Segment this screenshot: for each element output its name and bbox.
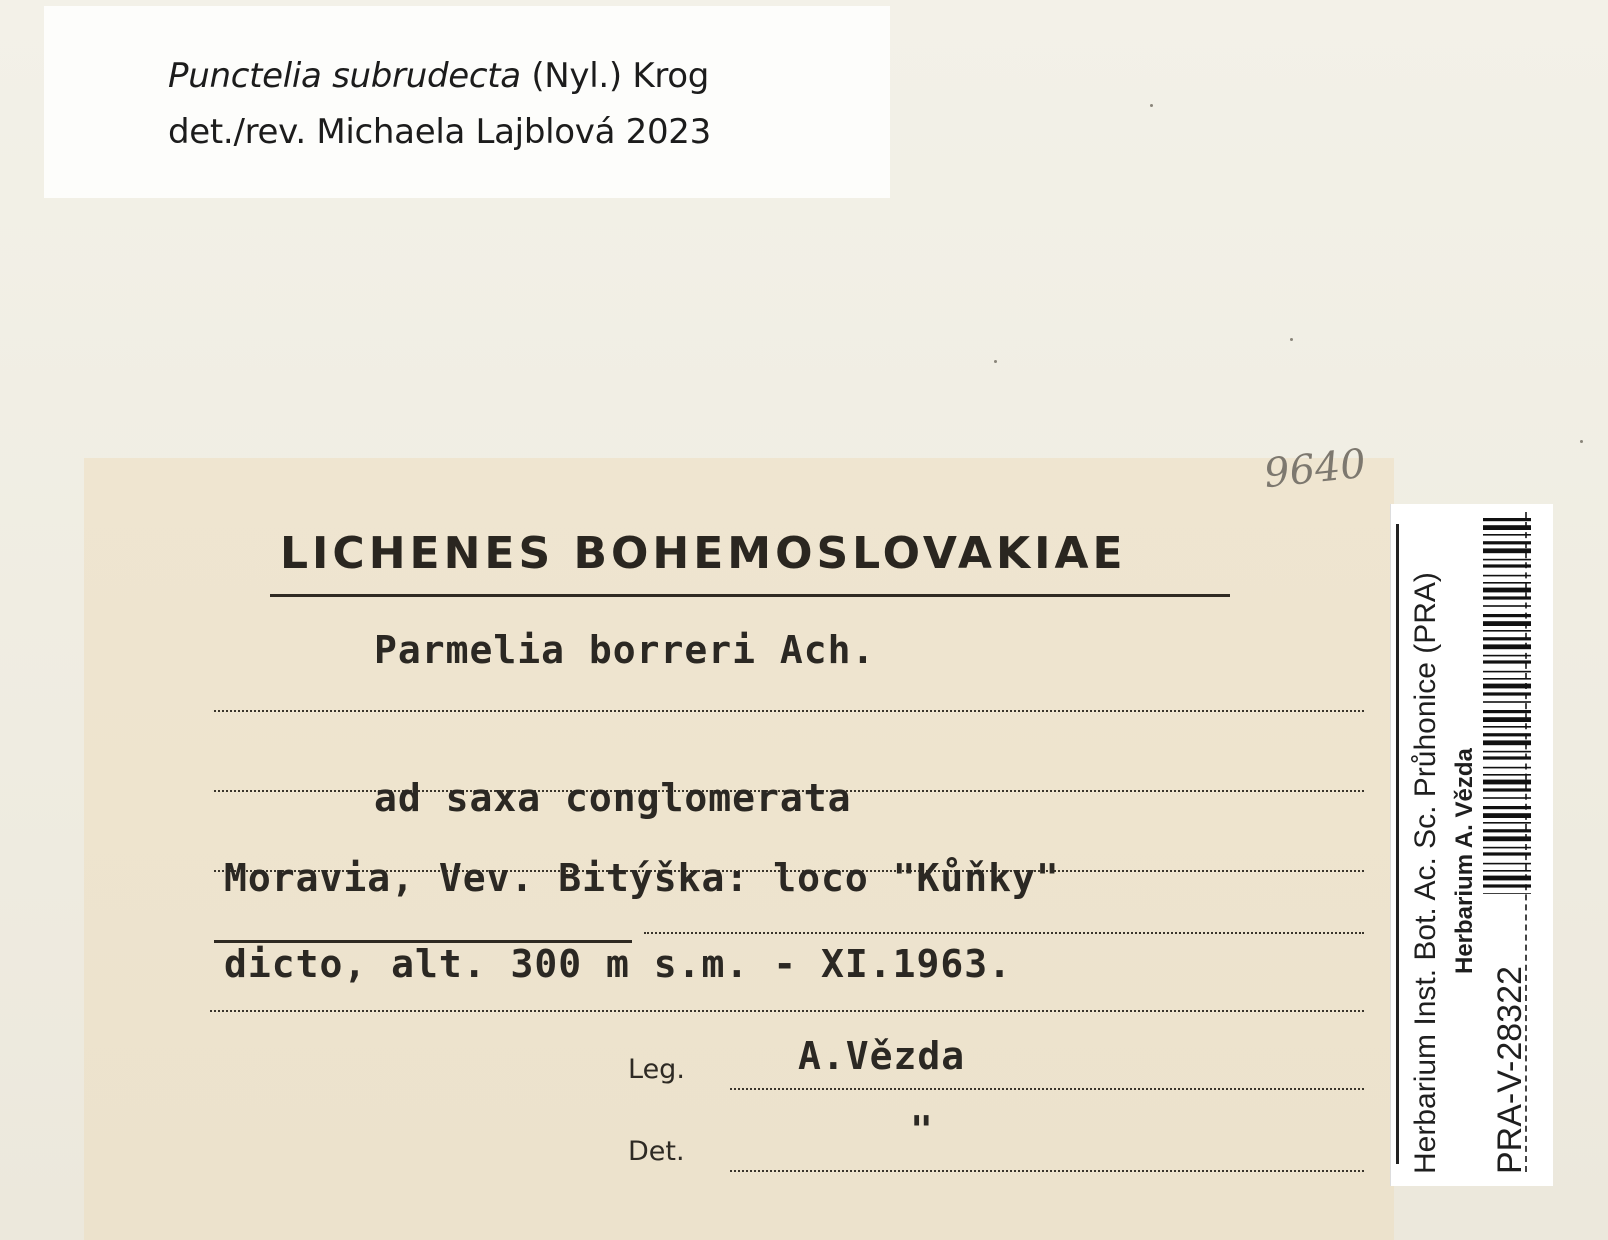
paper-speck	[1580, 440, 1583, 443]
barcode-strip	[1390, 504, 1553, 1186]
barcode-bar	[1483, 605, 1531, 607]
barcode-bar	[1483, 630, 1531, 632]
barcode-bar	[1483, 806, 1531, 809]
barcode-bar	[1483, 852, 1531, 855]
strip-edge	[1396, 524, 1399, 1164]
dotted-line	[644, 932, 1364, 934]
series-title: LICHENES BOHEMOSLOVAKIAE	[280, 528, 1127, 579]
barcode-bar	[1483, 870, 1531, 872]
dotted-line	[210, 1010, 1364, 1012]
paper-speck	[994, 360, 997, 363]
det-label: Det.	[628, 1136, 685, 1167]
determiner-line: det./rev. Michaela Lajblová 2023	[168, 112, 711, 152]
barcode-bar	[1483, 644, 1531, 649]
barcode-bar	[1483, 701, 1531, 703]
barcode-bar	[1483, 876, 1531, 881]
barcode-bar	[1483, 575, 1531, 577]
paper-speck	[1290, 338, 1293, 341]
specimen-id: PRA-V-28322	[1491, 966, 1529, 1174]
barcode-bar	[1483, 678, 1531, 680]
barcode-bar	[1483, 774, 1531, 776]
barcode-bar	[1483, 564, 1531, 567]
barcode-bar	[1483, 660, 1531, 663]
collector-name: A.Vězda	[798, 1034, 966, 1078]
determination-taxon: Punctelia subrudecta	[168, 56, 521, 96]
specimen-label	[84, 440, 1394, 1240]
barcode-bar	[1483, 813, 1531, 818]
barcode-bar	[1483, 684, 1531, 689]
barcode-bar	[1483, 836, 1531, 841]
barcode-bar	[1483, 596, 1531, 599]
locality-line-2: dicto, alt. 300 m s.m. - XI.1963.	[224, 942, 1012, 986]
barcode-bar	[1483, 822, 1531, 824]
barcode-bar	[1483, 863, 1531, 865]
barcode-bar	[1483, 717, 1531, 722]
barcode-bar	[1483, 733, 1531, 736]
determination-taxon-line	[168, 56, 709, 96]
barcode-bar	[1483, 534, 1531, 536]
pencil-number: 9640	[1261, 440, 1368, 498]
barcode-bar	[1483, 884, 1531, 887]
dotted-line	[730, 1170, 1364, 1172]
dotted-line	[730, 1088, 1364, 1090]
title-underline	[270, 594, 1230, 597]
barcode-bar	[1483, 797, 1531, 799]
species-name: Parmelia borreri Ach.	[374, 628, 876, 672]
barcode-bar	[1483, 637, 1531, 640]
determination-authority: (Nyl.) Krog	[531, 56, 710, 96]
barcode-bar	[1483, 518, 1531, 521]
barcode-bar	[1483, 671, 1531, 673]
barcode-bar	[1483, 710, 1531, 713]
leg-label: Leg.	[628, 1054, 685, 1085]
dotted-line	[214, 710, 1364, 712]
barcode-bar	[1483, 788, 1531, 791]
barcode-bar	[1483, 582, 1531, 584]
determiner-ditto: "	[910, 1108, 934, 1152]
barcode-bar	[1483, 780, 1531, 785]
barcode-bar	[1483, 541, 1531, 544]
determination-slip	[44, 6, 890, 198]
barcode-bar	[1483, 548, 1531, 553]
barcode-bar	[1483, 588, 1531, 593]
barcode-graphic	[1483, 518, 1531, 894]
barcode-bar	[1483, 740, 1531, 745]
barcode-bar	[1483, 692, 1531, 695]
barcode-bar	[1483, 726, 1531, 728]
barcode-bar	[1483, 756, 1531, 759]
locality-line-1: Moravia, Vev. Bitýška: loco "Kůňky"	[224, 856, 1060, 900]
barcode-bar	[1483, 525, 1531, 530]
barcode-bar	[1483, 559, 1531, 561]
paper-speck	[1150, 104, 1153, 107]
collection-text: Herbarium A. Vězda	[1451, 748, 1478, 974]
barcode-bar	[1483, 655, 1531, 657]
substrate-text: ad saxa conglomerata	[374, 776, 852, 820]
barcode-bar	[1483, 614, 1531, 617]
barcode-bar	[1483, 751, 1531, 753]
barcode-bar	[1483, 621, 1531, 626]
institution-text: Herbarium Inst. Bot. Ac. Sc. Průhonice (PRA)	[1409, 572, 1442, 1174]
barcode-bar	[1483, 767, 1531, 769]
barcode-bar	[1483, 829, 1531, 832]
barcode-bar	[1483, 893, 1531, 894]
barcode-bar	[1483, 847, 1531, 849]
